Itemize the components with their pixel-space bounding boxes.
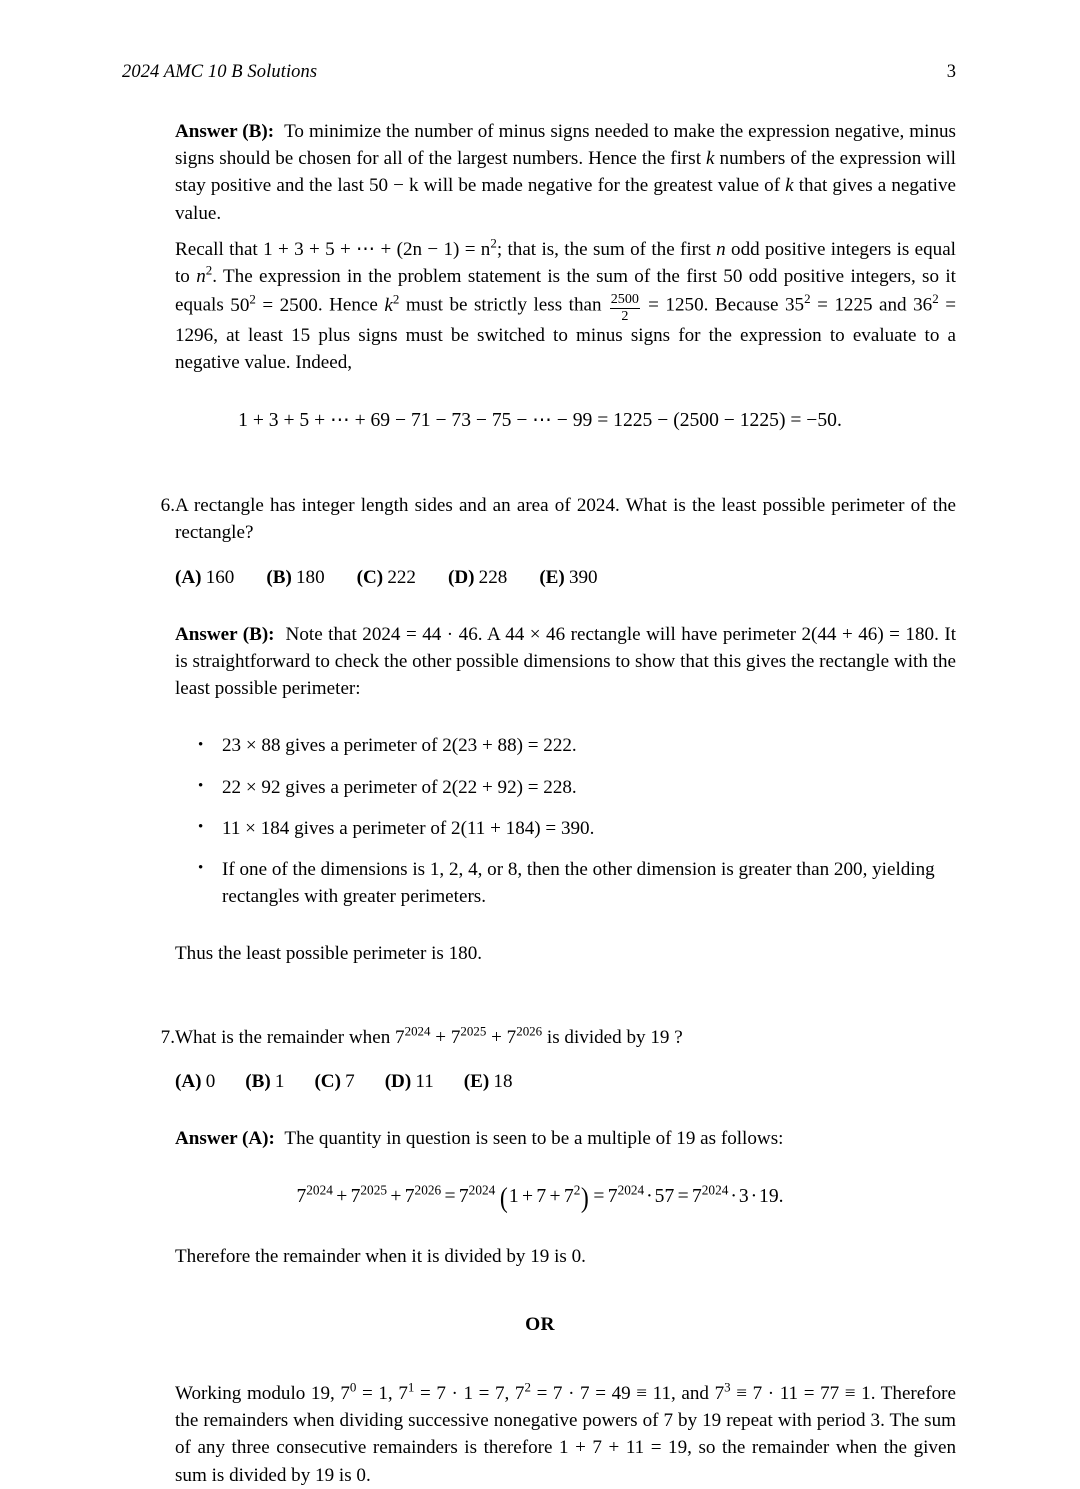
k-squared [384, 291, 400, 316]
eq7-term-2: $7^{2025}$ [350, 1182, 388, 1208]
problem-7-text-a: What is the remainder when 7 [175, 1026, 405, 1048]
choice-b-label-p7: (B) [245, 1070, 271, 1092]
choice-b-label-p6: (B) [266, 566, 292, 588]
solution-5-text-a: To minimize the number of minus signs needed to make the expression negative, minus signs should be chosen for all of the largest numbers. Hence the first [175, 121, 956, 170]
fifty-squared [230, 291, 318, 316]
alt-text-1: Working modulo 19, 7 [175, 1383, 350, 1405]
problem-6 [152, 492, 956, 546]
var-n-1: n [716, 238, 726, 260]
display-equation-solution-7: $7^{2024} + 7^{2025} + 7^{2026} = 7^{2024}$ $(1 + 7 + 7^2) = 7^{2024}\cdot 57 = 7^{2024}\cdot 3\cdot 19$. [296, 1181, 784, 1214]
choice-e-value-p6: 390 [568, 566, 598, 588]
exp-2-e: 2 [804, 291, 811, 307]
alt-text-5: ≡ 7 · 11 = 77 ≡ 1. Therefore the remainders when dividing successive nonegative powers of 7 by 19 repeat with period 3. The sum of any three consecutive remainders is therefore 1 + 7 + 11 = 19, so the remainder when the given sum is divided by 19 is 0. [175, 1383, 956, 1486]
bullet-text-2: 22 × 92 gives a perimeter of 2(22 + 92) = 228. [222, 776, 577, 798]
problem-7-choices [175, 1068, 956, 1095]
solution-7-text: The quantity in question is seen to be a multiple of 19 as follows: [284, 1128, 784, 1149]
choice-c-label-p7: (C) [314, 1070, 341, 1092]
eq7-term-3: $7^{2026}$ [404, 1182, 442, 1208]
choice-d-label-p7: (D) [384, 1070, 412, 1092]
choice-a-label-p7: (A) [175, 1070, 202, 1092]
bullet-icon: • [198, 860, 204, 877]
display-equation-solution-5: 1 + 3 + 5 + ⋯ + 69 − 71 − 73 − 75 − ⋯ − 99 = 1225 − (2500 − 1225) = −50. [238, 410, 842, 432]
choice-a-p7[interactable] [175, 1068, 215, 1095]
choice-a-label-p6: (A) [175, 566, 202, 588]
page-content [0, 118, 1080, 1489]
var-k-2: k [785, 175, 794, 197]
exp-0: 0 [349, 1379, 357, 1395]
solution-5-answer-block [175, 118, 956, 376]
solution-5-paragraph-2 [175, 236, 956, 376]
choice-a-p6[interactable] [175, 564, 234, 591]
problem-7-plus-2: + 7 [491, 1026, 517, 1048]
exp-1: 1 [407, 1379, 415, 1395]
exp-2-b: 2 [205, 262, 213, 278]
list-item [198, 856, 956, 910]
recall-text-7: = 1250. Because 35 [648, 294, 805, 316]
var-k-3: k [384, 294, 393, 316]
choice-c-p6[interactable] [357, 564, 416, 591]
exp-2026-stmt: 2026 [516, 1023, 543, 1039]
alt-text-4: = 7 · 7 = 49 ≡ 11, and 7 [536, 1383, 725, 1405]
choice-b-p7[interactable] [245, 1068, 284, 1095]
solution-5-text-b: numbers of the expression will stay positive and the last [175, 148, 956, 197]
choice-d-label-p6: (D) [447, 566, 475, 588]
eq7-term-4: $7^{2024}$ [458, 1182, 496, 1208]
alt-text-3: = 7 · 1 = 7, 7 [419, 1383, 525, 1405]
expr-50-minus-k: 50 − k [368, 175, 419, 197]
bullet-icon: • [198, 736, 204, 753]
solution-5-paragraph-1 [175, 118, 956, 227]
fraction-numerator: 2500 [610, 291, 639, 308]
solution-6-paragraph [175, 621, 956, 703]
or-divider: OR [525, 1314, 555, 1336]
solution-7-answer-block [175, 1125, 956, 1152]
solution-7-after-eq-block [175, 1243, 956, 1270]
answer-label-5: Answer (B): [175, 121, 275, 142]
exp-2-a: 2 [490, 235, 497, 251]
recall-text-2: ; that is, the sum of the first [496, 238, 711, 260]
choice-a-value-p7: 0 [205, 1070, 216, 1092]
var-n-2: n [196, 266, 206, 288]
answer-label-6: Answer (B): [175, 623, 275, 645]
choice-a-value-p6: 160 [205, 566, 235, 588]
solution-6-bullet-list [198, 732, 956, 910]
choice-e-value-p7: 18 [493, 1070, 513, 1092]
recall-text-8: = 1225 and 36 [817, 294, 933, 316]
choice-c-label-p6: (C) [356, 566, 384, 588]
var-k-1: k [706, 148, 715, 170]
odd-sum-lhs: 1 + 3 + 5 + ⋯ + (2n − 1) = n [263, 238, 491, 260]
recall-text-3: odd positive integers is equal to [175, 238, 956, 288]
recall-text: Recall that [175, 238, 258, 260]
exp-2-f: 2 [932, 291, 939, 307]
eq7-term-5: $7^{2024}$ [607, 1182, 645, 1208]
fifty: 50 [230, 294, 250, 316]
solution-7-alternate-block [175, 1380, 956, 1489]
bullet-icon: • [198, 819, 204, 836]
choice-d-p6[interactable] [448, 564, 507, 591]
bullet-text-3: 11 × 184 gives a perimeter of 2(11 + 184) = 390. [222, 817, 595, 839]
header-title: 2024 AMC 10 B Solutions [122, 62, 318, 82]
choice-c-p7[interactable] [314, 1068, 354, 1095]
page-number: 3 [946, 62, 956, 82]
choice-e-label-p6: (E) [539, 566, 565, 588]
list-item [198, 732, 956, 759]
page-header [122, 62, 956, 83]
list-item [198, 815, 956, 842]
solution-7-alternate [175, 1380, 956, 1489]
exp-2-c: 2 [249, 291, 256, 307]
choice-b-value-p7: 1 [274, 1070, 285, 1092]
solution-5-text-d: that gives a negative value. [175, 175, 956, 224]
alt-text-2: = 1, 7 [362, 1383, 408, 1405]
fraction-2500-over-2 [610, 292, 640, 324]
problem-7-text-b: is divided by 19 ? [546, 1026, 683, 1048]
solution-6-answer-block [175, 621, 956, 703]
eq7-term-6: $7^{2024}$ [691, 1182, 729, 1208]
solution-6-closing: Thus the least possible perimeter is 180. [175, 943, 483, 965]
odd-sum-identity [263, 235, 497, 260]
choice-c-value-p7: 7 [345, 1070, 355, 1092]
solution-7-paragraph [175, 1125, 956, 1152]
choice-c-value-p6: 222 [387, 566, 416, 588]
recall-text-4: . The expression in the problem statement is the sum of the first 50 odd positive integers, so it equals [175, 266, 956, 316]
eq7-term-1: $7^{2024}$ [296, 1182, 333, 1208]
exp-2025-stmt: 2025 [460, 1023, 487, 1039]
equals-2500: = 2500 [262, 294, 318, 316]
choice-b-value-p6: 180 [295, 566, 325, 588]
problem-6-choices [175, 564, 956, 591]
problem-6-statement: A rectangle has integer length sides and an area of 2024. What is the least possible perimeter of the rectangle? [175, 495, 956, 544]
solution-6-text: Note that 2024 = 44 · 46. A 44 × 46 rectangle will have perimeter 2(44 + 46) = 180. It is straightforward to check the other possible dimensions to show that this gives the rectangle with the least possible perimeter: [175, 623, 956, 700]
n-squared [196, 262, 213, 288]
recall-text-9: = 1296, at least 15 plus signs must be switched to minus signs for the expression to evaluate to a negative value. Indeed, [175, 294, 956, 373]
solution-6-closing-block [175, 940, 956, 967]
problem-6-number: 6. [160, 495, 175, 517]
choice-e-p6[interactable] [539, 564, 597, 591]
problem-7 [152, 1024, 956, 1051]
problem-7-plus-1: + 7 [435, 1026, 461, 1048]
exp-2-d: 2 [392, 291, 400, 307]
problem-7-number: 7. [160, 1026, 175, 1048]
bullet-text-4: If one of the dimensions is 1, 2, 4, or 8, then the other dimension is greater than 200, yielding rectangles with greater perimeters. [222, 858, 935, 908]
choice-d-p7[interactable] [385, 1068, 434, 1095]
answer-label-7: Answer (A): [175, 1128, 275, 1149]
solution-7-after-equation: Therefore the remainder when it is divided by 19 is 0. [175, 1245, 586, 1267]
choice-b-p6[interactable] [266, 564, 324, 591]
choice-d-value-p6: 228 [478, 566, 508, 588]
choice-e-p7[interactable] [464, 1068, 513, 1095]
bullet-icon: • [198, 778, 204, 795]
recall-text-5: . Hence [317, 294, 378, 316]
recall-text-6: must be strictly less than [405, 294, 602, 316]
list-item [198, 774, 956, 801]
problem-7-statement [175, 1024, 956, 1051]
exp-2024-stmt: 2024 [404, 1023, 431, 1039]
exp-2-g: 2 [524, 1379, 531, 1395]
choice-e-label-p7: (E) [463, 1070, 490, 1092]
bullet-text-1: 23 × 88 gives a perimeter of 2(23 + 88) = 222. [222, 735, 577, 757]
solution-5-text-c: will be made negative for the greatest value of [423, 175, 781, 197]
fraction-denominator: 2 [610, 308, 640, 324]
choice-d-value-p7: 11 [415, 1070, 434, 1092]
exp-3: 3 [724, 1379, 731, 1395]
